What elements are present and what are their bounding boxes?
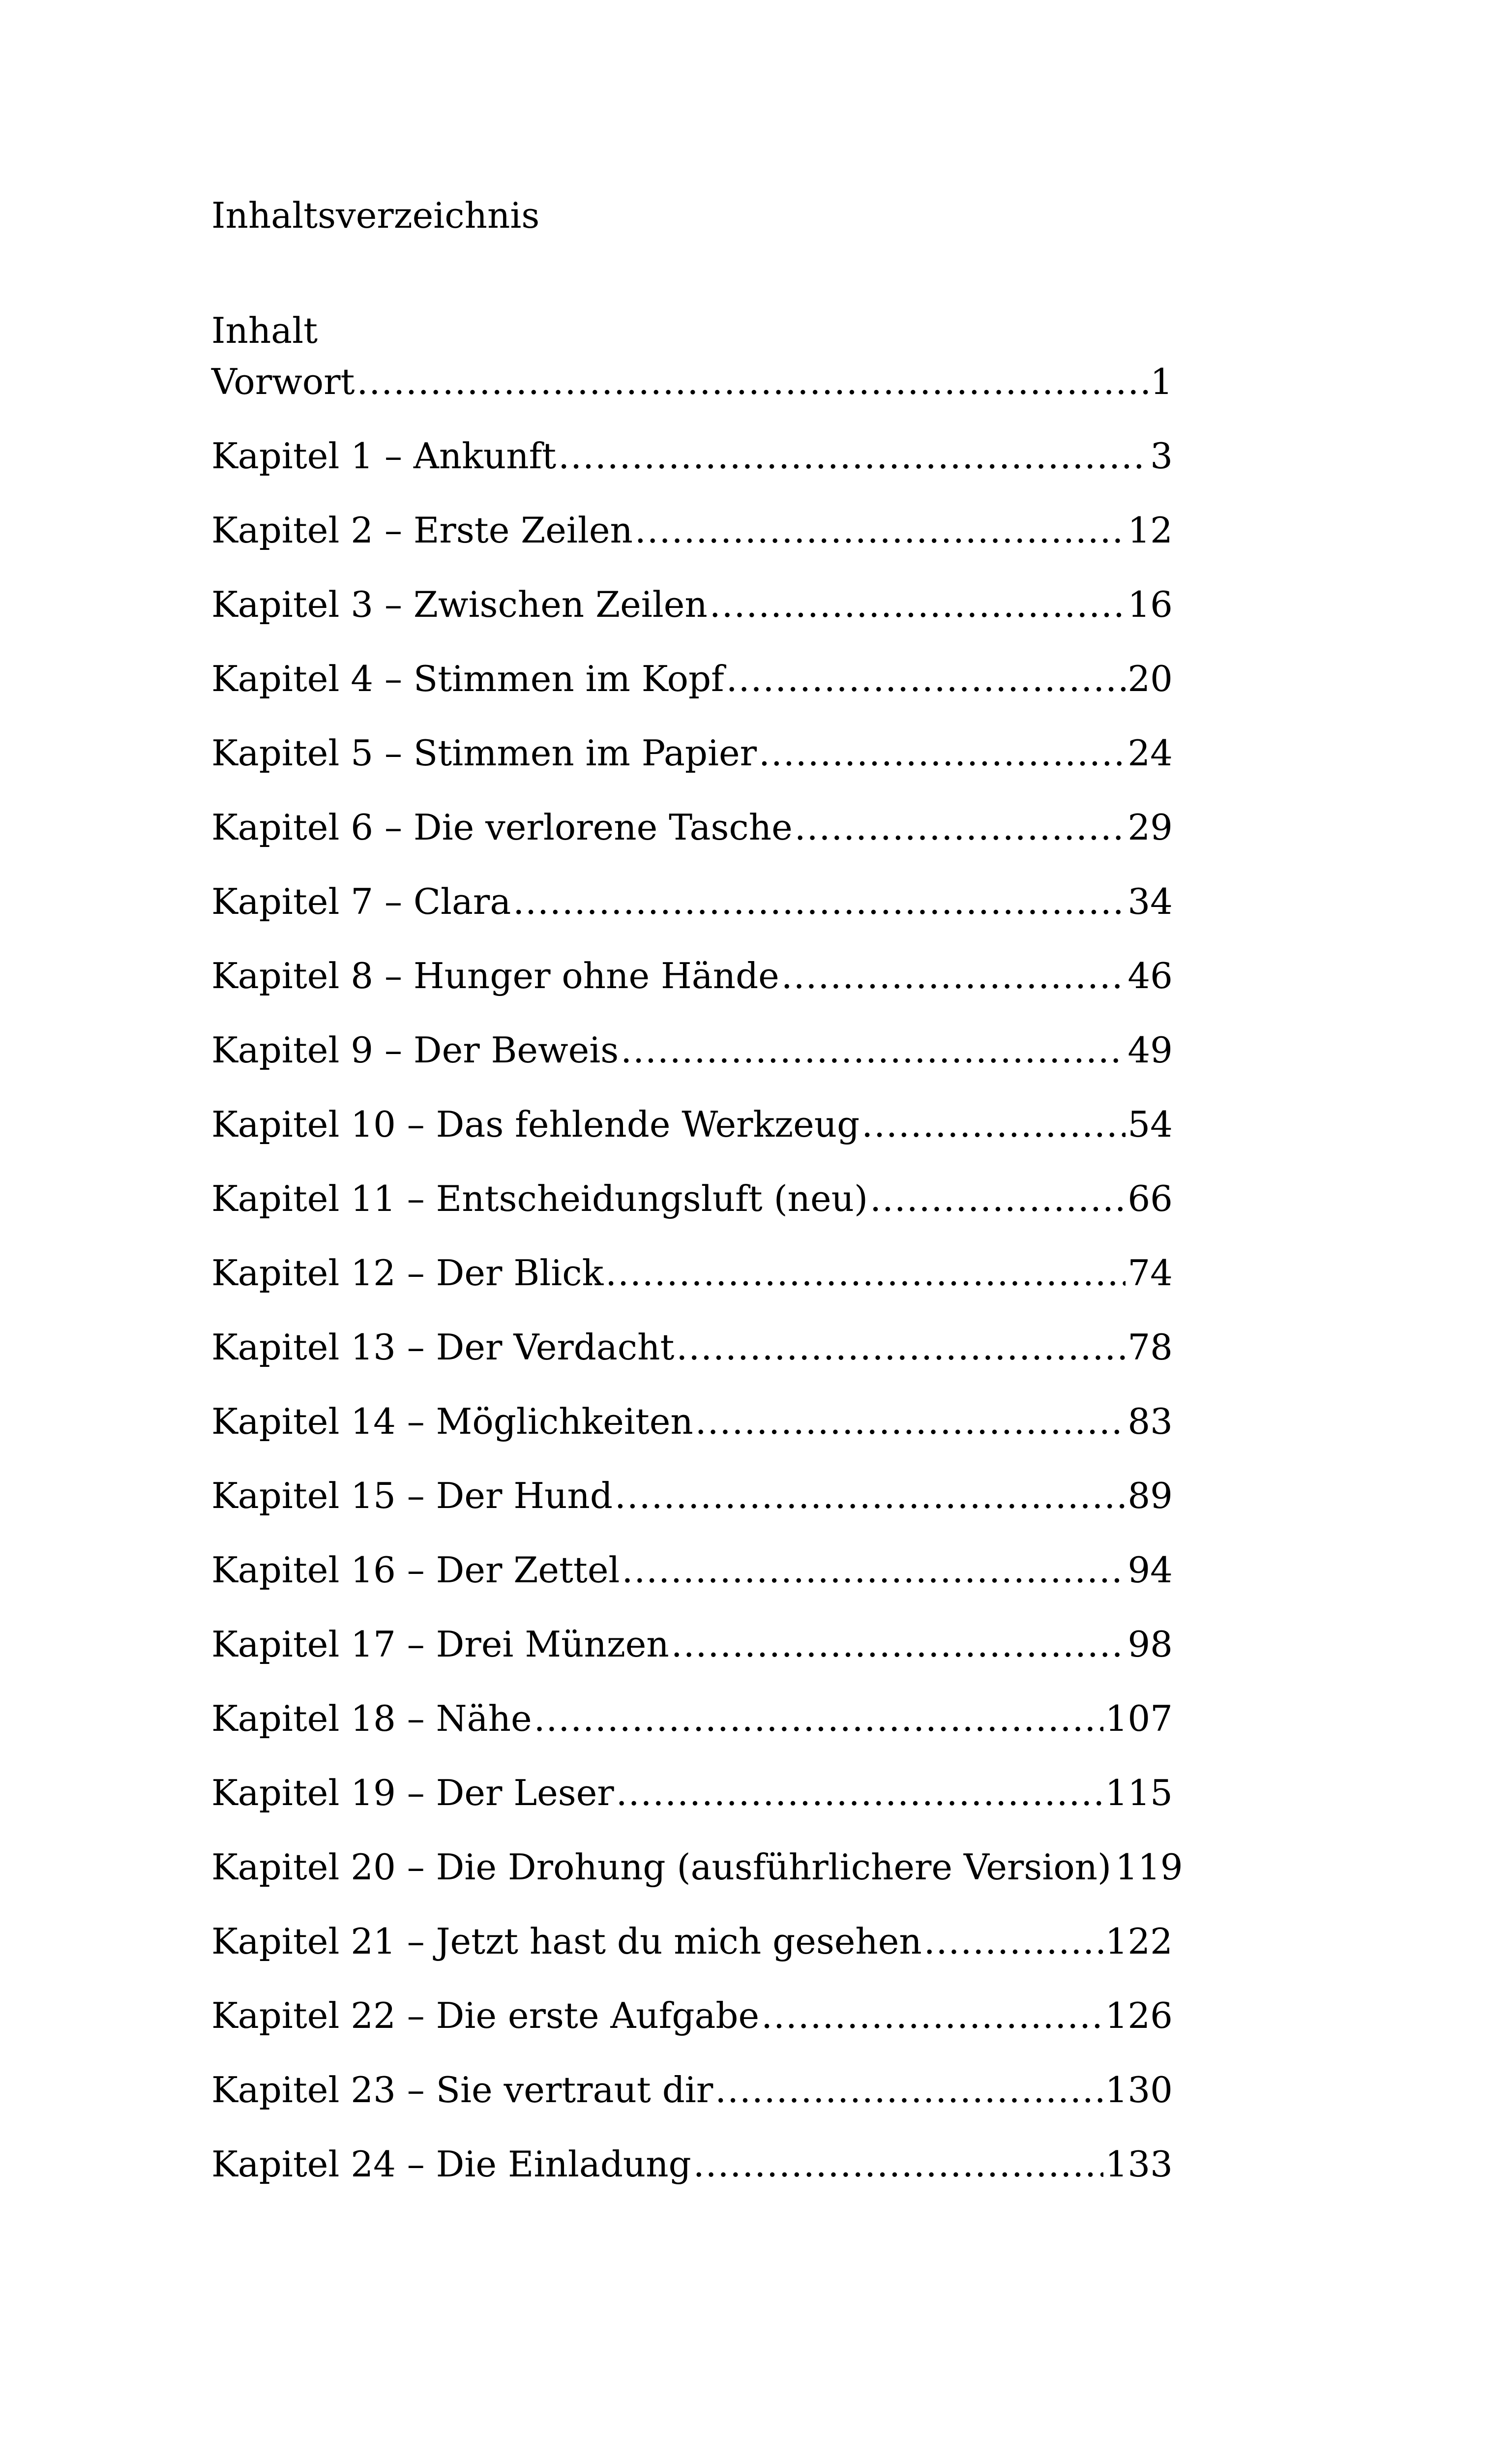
toc-leader-dots — [671, 1627, 1126, 1662]
toc-entry-title: Kapitel 19 – Der Leser — [211, 1772, 614, 1813]
toc-entry-title: Kapitel 21 – Jetzt hast du mich gesehen — [211, 1921, 922, 1962]
toc-entry-page-number: 1 — [1150, 361, 1173, 402]
toc-leader-dots — [924, 1924, 1103, 1959]
toc-entry-page-number: 130 — [1105, 2069, 1173, 2111]
toc-entry-page-number: 29 — [1127, 807, 1173, 848]
toc-entry-page-number: 83 — [1127, 1401, 1173, 1442]
toc-entry-page-number: 20 — [1127, 658, 1173, 699]
toc-entry[interactable] — [211, 1475, 1173, 1516]
toc-entry-title: Kapitel 3 – Zwischen Zeilen — [211, 584, 708, 625]
toc-entry[interactable] — [211, 1846, 1183, 1888]
toc-leader-dots — [513, 884, 1126, 919]
toc-leader-dots — [558, 438, 1148, 474]
toc-entry-page-number: 66 — [1127, 1178, 1173, 1219]
toc-entry-title: Kapitel 16 – Der Zettel — [211, 1549, 620, 1591]
toc-entry[interactable] — [211, 510, 1173, 551]
toc-entry-title: Kapitel 4 – Stimmen im Kopf — [211, 658, 724, 699]
toc-entry-title: Kapitel 8 – Hunger ohne Hände — [211, 955, 779, 996]
toc-entry-title: Kapitel 1 – Ankunft — [211, 435, 557, 477]
toc-entry[interactable] — [211, 1104, 1173, 1145]
toc-entry-page-number: 34 — [1127, 881, 1173, 922]
toc-leader-dots — [759, 735, 1126, 771]
toc-leader-dots — [781, 958, 1126, 994]
toc-leader-dots — [693, 2146, 1103, 2182]
toc-entry-title: Vorwort — [211, 361, 355, 402]
toc-entry-page-number: 98 — [1127, 1624, 1173, 1665]
toc-leader-dots — [635, 513, 1126, 548]
toc-entry-title: Kapitel 12 – Der Blick — [211, 1252, 604, 1294]
toc-entry-page-number: 74 — [1127, 1252, 1173, 1294]
toc-leader-dots — [616, 1775, 1103, 1810]
toc-leader-dots — [761, 1998, 1103, 2033]
toc-leader-dots — [676, 1329, 1126, 1365]
toc-entry[interactable] — [211, 584, 1173, 625]
toc-entry-title: Kapitel 15 – Der Hund — [211, 1475, 613, 1516]
toc-entry-page-number: 126 — [1105, 1995, 1173, 2036]
toc-leader-dots — [615, 1478, 1126, 1513]
toc-entry[interactable] — [211, 658, 1173, 699]
toc-entry[interactable] — [211, 1772, 1173, 1813]
toc-entry-page-number: 89 — [1127, 1475, 1173, 1516]
toc-entry-title: Kapitel 7 – Clara — [211, 881, 511, 922]
toc-entry-title: Kapitel 14 – Möglichkeiten — [211, 1401, 693, 1442]
toc-leader-dots — [356, 364, 1148, 399]
toc-leader-dots — [870, 1181, 1126, 1216]
page-title: Inhaltsverzeichnis — [211, 195, 540, 236]
toc-leader-dots — [534, 1701, 1103, 1736]
toc-entry-page-number: 49 — [1127, 1029, 1173, 1071]
toc-entry-page-number: 107 — [1105, 1698, 1173, 1739]
toc-entry-title: Kapitel 13 – Der Verdacht — [211, 1327, 675, 1368]
toc-entry-page-number: 12 — [1127, 510, 1173, 551]
toc-leader-dots — [710, 587, 1126, 622]
toc-leader-dots — [622, 1552, 1126, 1588]
toc-entry[interactable] — [211, 1252, 1173, 1294]
toc-entry-page-number: 119 — [1115, 1846, 1183, 1888]
toc-entry[interactable] — [211, 1698, 1173, 1739]
toc-entry[interactable] — [211, 1995, 1173, 2036]
toc-entry-page-number: 24 — [1127, 732, 1173, 774]
toc-entry-page-number: 78 — [1127, 1327, 1173, 1368]
toc-entry-title: Kapitel 10 – Das fehlende Werkzeug — [211, 1104, 860, 1145]
toc-entry[interactable] — [211, 1401, 1173, 1442]
toc-entry-page-number: 16 — [1127, 584, 1173, 625]
toc-entry[interactable] — [211, 1549, 1173, 1591]
toc-entry[interactable] — [211, 2143, 1173, 2185]
toc-leader-dots — [621, 1032, 1126, 1068]
toc-entry[interactable] — [211, 1327, 1173, 1368]
toc-entry-page-number: 54 — [1127, 1104, 1173, 1145]
toc-entry[interactable] — [211, 955, 1173, 996]
toc-entry-page-number: 115 — [1105, 1772, 1173, 1813]
toc-entry[interactable] — [211, 881, 1173, 922]
toc-leader-dots — [695, 1404, 1126, 1439]
toc-entry[interactable] — [211, 2069, 1173, 2111]
toc-entry-title: Kapitel 23 – Sie vertraut dir — [211, 2069, 713, 2111]
toc-entry-title: Kapitel 17 – Drei Münzen — [211, 1624, 669, 1665]
toc-entry-page-number: 46 — [1127, 955, 1173, 996]
toc-leader-dots — [795, 810, 1126, 845]
toc-leader-dots — [605, 1255, 1126, 1291]
toc-heading: Inhalt — [211, 310, 318, 351]
toc-entry[interactable] — [211, 1029, 1173, 1071]
toc-entry-title: Kapitel 24 – Die Einladung — [211, 2143, 691, 2185]
toc-entry-title: Kapitel 2 – Erste Zeilen — [211, 510, 633, 551]
toc-entry-title: Kapitel 11 – Entscheidungsluft (neu) — [211, 1178, 868, 1219]
toc-entry-title: Kapitel 20 – Die Drohung (ausführlichere Version) — [211, 1846, 1112, 1888]
toc-entry-title: Kapitel 9 – Der Beweis — [211, 1029, 619, 1071]
toc-entry-page-number: 122 — [1105, 1921, 1173, 1962]
toc-entry[interactable] — [211, 732, 1173, 774]
toc-entry-page-number: 3 — [1150, 435, 1173, 477]
toc-leader-dots — [726, 661, 1126, 696]
toc-entry[interactable] — [211, 807, 1173, 848]
toc-entry-title: Kapitel 22 – Die erste Aufgabe — [211, 1995, 760, 2036]
toc-entry-title: Kapitel 6 – Die verlorene Tasche — [211, 807, 793, 848]
toc-entry[interactable] — [211, 1921, 1173, 1962]
toc-entry[interactable] — [211, 361, 1173, 402]
toc-entry-page-number: 94 — [1127, 1549, 1173, 1591]
toc-entry-title: Kapitel 18 – Nähe — [211, 1698, 532, 1739]
toc-entry[interactable] — [211, 1624, 1173, 1665]
toc-entry-page-number: 133 — [1105, 2143, 1173, 2185]
toc-leader-dots — [861, 1107, 1126, 1142]
toc-leader-dots — [715, 2072, 1103, 2108]
toc-entry[interactable] — [211, 435, 1173, 477]
toc-entry-title: Kapitel 5 – Stimmen im Papier — [211, 732, 757, 774]
toc-entry[interactable] — [211, 1178, 1173, 1219]
